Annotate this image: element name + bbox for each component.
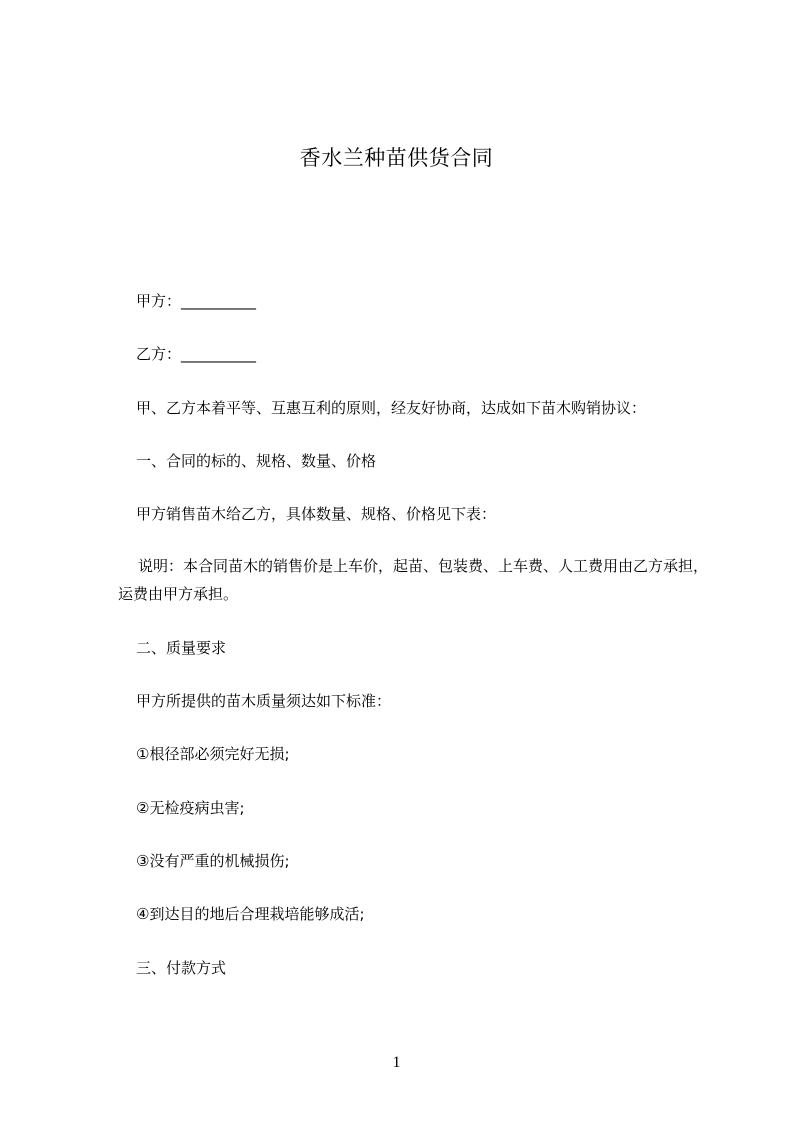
requirement-item: ②无检疫病虫害; — [136, 799, 245, 817]
party-b-line: 乙方：__________ — [136, 345, 257, 363]
page-number: 1 — [392, 1054, 401, 1071]
requirement-item: ③没有严重的机械损伤; — [136, 852, 290, 870]
party-a-line: 甲方：__________ — [136, 292, 257, 310]
section2-text: 甲方所提供的苗木质量须达如下标准： — [136, 692, 392, 710]
section1-text: 甲方销售苗木给乙方，具体数量、规格、价格见下表： — [136, 505, 497, 523]
intro-paragraph: 甲、乙方本着平等、互惠互利的原则，经友好协商，达成如下苗木购销协议： — [136, 399, 647, 417]
note-paragraph: 说明：本合同苗木的销售价是上车价，起苗、包装费、上车费、人工费用由乙方承担，运费由甲方承担。 — [118, 557, 709, 603]
document-title: 香水兰种苗供货合同 — [299, 146, 494, 170]
requirement-item: ①根径部必须完好无损; — [136, 745, 290, 763]
section3-heading: 三、付款方式 — [136, 959, 227, 977]
section2-heading: 二、质量要求 — [136, 639, 227, 657]
section1-heading: 一、合同的标的、规格、数量、价格 — [136, 452, 377, 470]
requirement-item: ④到达目的地后合理栽培能够成活; — [136, 905, 365, 923]
